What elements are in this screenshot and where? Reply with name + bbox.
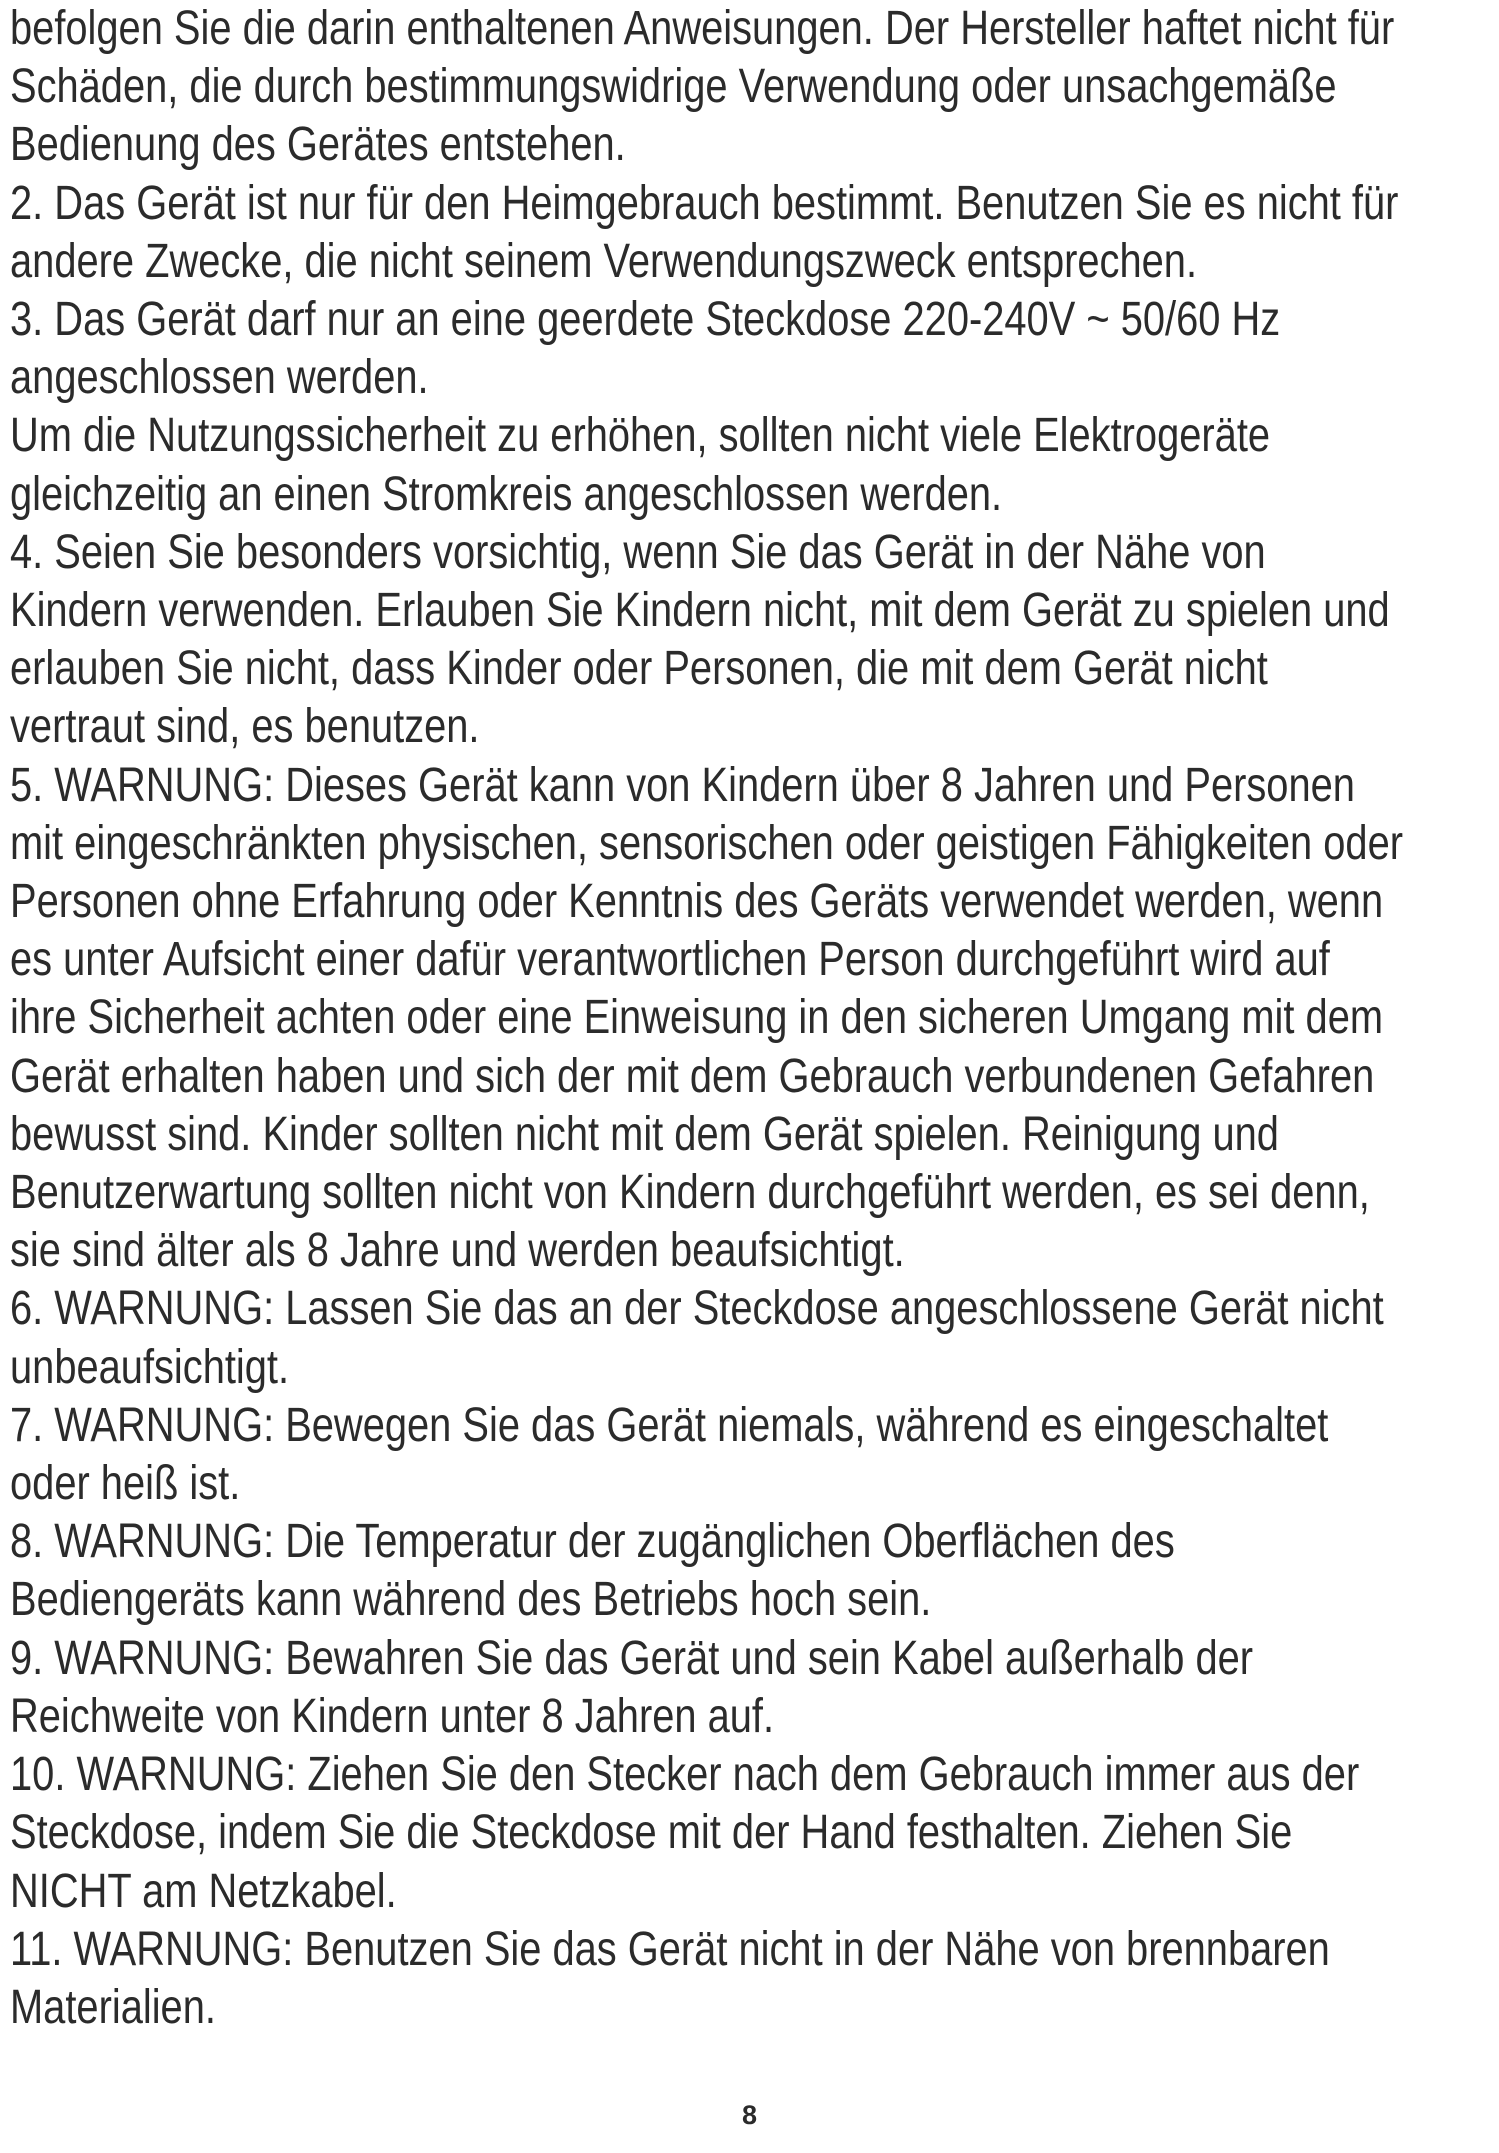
- text-line: erlauben Sie nicht, dass Kinder oder Personen, die mit dem Gerät nicht: [10, 642, 1268, 696]
- text-line: vertraut sind, es benutzen.: [10, 700, 480, 754]
- text-line: bewusst sind. Kinder sollten nicht mit dem Gerät spielen. Reinigung und: [10, 1107, 1279, 1161]
- text-line: unbeaufsichtigt.: [10, 1340, 290, 1394]
- text-line: 11. WARNUNG: Benutzen Sie das Gerät nicht in der Nähe von brennbaren: [10, 1922, 1330, 1976]
- text-line: gleichzeitig an einen Stromkreis angeschlossen werden.: [10, 467, 1003, 521]
- text-line: 2. Das Gerät ist nur für den Heimgebrauch bestimmt. Benutzen Sie es nicht für: [10, 176, 1399, 230]
- text-line: 10. WARNUNG: Ziehen Sie den Stecker nach dem Gebrauch immer aus der: [10, 1748, 1360, 1802]
- text-line: Gerät erhalten haben und sich der mit dem Gebrauch verbundenen Gefahren: [10, 1049, 1375, 1103]
- text-line: befolgen Sie die darin enthaltenen Anweisungen. Der Hersteller haftet nicht für: [10, 2, 1395, 55]
- text-line: Benutzerwartung sollten nicht von Kindern durchgeführt werden, es sei denn,: [10, 1166, 1370, 1220]
- text-line: Materialien.: [10, 1980, 216, 2034]
- text-line: 5. WARNUNG: Dieses Gerät kann von Kindern über 8 Jahren und Personen: [10, 758, 1355, 812]
- text-line: angeschlossen werden.: [10, 351, 429, 405]
- text-line: ihre Sicherheit achten oder eine Einweisung in den sicheren Umgang mit dem: [10, 991, 1384, 1045]
- text-line: NICHT am Netzkabel.: [10, 1864, 397, 1918]
- text-line: 3. Das Gerät darf nur an eine geerdete Steckdose 220-240V ~ 50/60 Hz: [10, 293, 1281, 347]
- text-line: sie sind älter als 8 Jahre und werden beaufsichtigt.: [10, 1224, 905, 1278]
- text-line: Steckdose, indem Sie die Steckdose mit der Hand festhalten. Ziehen Sie: [10, 1806, 1293, 1860]
- text-line: 9. WARNUNG: Bewahren Sie das Gerät und sein Kabel außerhalb der: [10, 1631, 1254, 1685]
- text-line: andere Zwecke, die nicht seinem Verwendungszweck entsprechen.: [10, 234, 1198, 288]
- text-line: Bedienung des Gerätes entstehen.: [10, 118, 626, 172]
- text-line: es unter Aufsicht einer dafür verantwortlichen Person durchgeführt wird auf: [10, 933, 1330, 987]
- text-line: Schäden, die durch bestimmungswidrige Verwendung oder unsachgemäße: [10, 60, 1337, 114]
- text-line: Bediengeräts kann während des Betriebs hoch sein.: [10, 1573, 932, 1627]
- safety-instructions-text: [10, 0, 1403, 2037]
- text-line: 4. Seien Sie besonders vorsichtig, wenn Sie das Gerät in der Nähe von: [10, 525, 1266, 579]
- text-line: 6. WARNUNG: Lassen Sie das an der Steckdose angeschlossene Gerät nicht: [10, 1282, 1384, 1336]
- text-line: Um die Nutzungssicherheit zu erhöhen, sollten nicht viele Elektrogeräte: [10, 409, 1271, 463]
- text-line: mit eingeschränkten physischen, sensorischen oder geistigen Fähigkeiten oder: [10, 816, 1403, 870]
- text-line: Reichweite von Kindern unter 8 Jahren auf.: [10, 1689, 775, 1743]
- text-line: 7. WARNUNG: Bewegen Sie das Gerät niemals, während es eingeschaltet: [10, 1398, 1329, 1452]
- text-line: 8. WARNUNG: Die Temperatur der zugänglichen Oberflächen des: [10, 1515, 1175, 1569]
- page-number: 8: [741, 2100, 758, 2130]
- text-line: Personen ohne Erfahrung oder Kenntnis des Geräts verwendet werden, wenn: [10, 875, 1384, 929]
- text-line: Kindern verwenden. Erlauben Sie Kindern nicht, mit dem Gerät zu spielen und: [10, 584, 1390, 638]
- text-line: oder heiß ist.: [10, 1457, 241, 1511]
